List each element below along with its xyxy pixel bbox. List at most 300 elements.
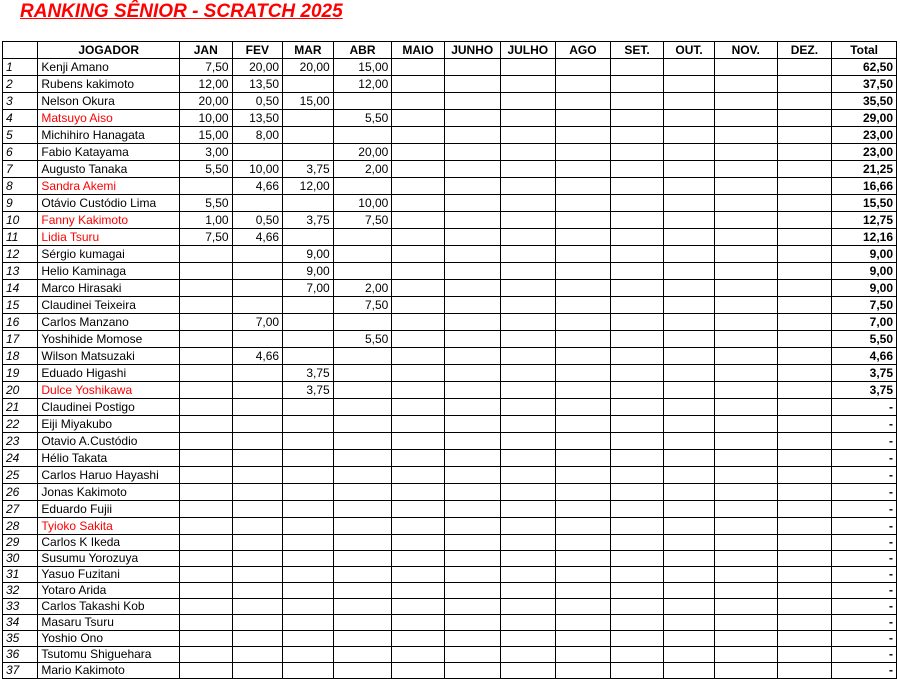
month-score bbox=[392, 433, 445, 450]
month-score bbox=[610, 615, 664, 631]
month-score bbox=[777, 195, 832, 212]
table-row bbox=[3, 229, 897, 246]
table-row bbox=[3, 76, 897, 93]
month-score bbox=[777, 535, 832, 551]
month-score bbox=[556, 212, 611, 229]
month-score bbox=[664, 518, 715, 535]
month-score bbox=[333, 583, 392, 599]
month-score bbox=[444, 583, 500, 599]
table-row bbox=[3, 144, 897, 161]
total-score: - bbox=[832, 647, 897, 663]
player-name: Wilson Matsuzaki bbox=[38, 348, 180, 365]
month-score bbox=[232, 382, 283, 399]
month-score bbox=[283, 567, 334, 583]
rank-number: 2 bbox=[3, 76, 38, 93]
month-score bbox=[444, 93, 500, 110]
month-score bbox=[283, 331, 334, 348]
month-score: 7,50 bbox=[179, 229, 232, 246]
month-score bbox=[556, 280, 611, 297]
table-row bbox=[3, 501, 897, 518]
total-score: 12,75 bbox=[832, 212, 897, 229]
player-name: Eiji Miyakubo bbox=[38, 416, 180, 433]
player-name: Claudinei Postigo bbox=[38, 399, 180, 416]
month-score bbox=[714, 484, 777, 501]
table-row bbox=[3, 331, 897, 348]
month-score bbox=[392, 416, 445, 433]
month-score bbox=[444, 484, 500, 501]
month-score: 20,00 bbox=[232, 59, 283, 76]
month-score bbox=[610, 416, 664, 433]
month-score bbox=[610, 467, 664, 484]
month-score: 3,75 bbox=[283, 382, 334, 399]
header-total: Total bbox=[832, 42, 897, 59]
header-month: OUT. bbox=[664, 42, 715, 59]
month-score bbox=[283, 663, 334, 679]
total-score: - bbox=[832, 467, 897, 484]
month-score bbox=[392, 501, 445, 518]
month-score bbox=[283, 76, 334, 93]
month-score bbox=[444, 76, 500, 93]
month-score bbox=[333, 599, 392, 615]
rank-number: 21 bbox=[3, 399, 38, 416]
month-score bbox=[664, 76, 715, 93]
rank-number: 27 bbox=[3, 501, 38, 518]
month-score bbox=[664, 280, 715, 297]
month-score: 20,00 bbox=[179, 93, 232, 110]
month-score bbox=[232, 416, 283, 433]
month-score bbox=[714, 127, 777, 144]
month-score bbox=[500, 59, 556, 76]
month-score bbox=[664, 331, 715, 348]
rank-number: 6 bbox=[3, 144, 38, 161]
month-score bbox=[500, 280, 556, 297]
month-score bbox=[444, 433, 500, 450]
month-score bbox=[500, 195, 556, 212]
month-score bbox=[777, 484, 832, 501]
month-score bbox=[610, 246, 664, 263]
month-score bbox=[777, 178, 832, 195]
month-score bbox=[444, 647, 500, 663]
month-score bbox=[179, 467, 232, 484]
month-score bbox=[556, 144, 611, 161]
month-score bbox=[610, 76, 664, 93]
month-score bbox=[664, 195, 715, 212]
month-score bbox=[500, 567, 556, 583]
table-row bbox=[3, 663, 897, 679]
month-score bbox=[283, 631, 334, 647]
month-score bbox=[444, 229, 500, 246]
player-name: Helio Kaminaga bbox=[38, 263, 180, 280]
month-score bbox=[610, 450, 664, 467]
header-month: JAN bbox=[179, 42, 232, 59]
month-score: 20,00 bbox=[333, 144, 392, 161]
month-score bbox=[664, 663, 715, 679]
month-score bbox=[556, 76, 611, 93]
month-score bbox=[664, 484, 715, 501]
player-name: Yoshihide Momose bbox=[38, 331, 180, 348]
month-score bbox=[392, 615, 445, 631]
month-score: 15,00 bbox=[283, 93, 334, 110]
month-score bbox=[179, 450, 232, 467]
month-score bbox=[500, 615, 556, 631]
month-score: 5,50 bbox=[179, 161, 232, 178]
month-score bbox=[232, 399, 283, 416]
header-month: MAIO bbox=[392, 42, 445, 59]
month-score: 12,00 bbox=[333, 76, 392, 93]
month-score bbox=[777, 615, 832, 631]
month-score bbox=[392, 484, 445, 501]
total-score: - bbox=[832, 567, 897, 583]
month-score bbox=[500, 416, 556, 433]
month-score: 5,50 bbox=[333, 110, 392, 127]
month-score bbox=[392, 647, 445, 663]
month-score bbox=[283, 615, 334, 631]
month-score bbox=[333, 647, 392, 663]
month-score bbox=[500, 382, 556, 399]
month-score bbox=[283, 297, 334, 314]
rank-number: 34 bbox=[3, 615, 38, 631]
player-name: Hélio Takata bbox=[38, 450, 180, 467]
month-score bbox=[664, 501, 715, 518]
month-score bbox=[556, 599, 611, 615]
player-name: Nelson Okura bbox=[38, 93, 180, 110]
total-score: 21,25 bbox=[832, 161, 897, 178]
table-row bbox=[3, 365, 897, 382]
rank-number: 29 bbox=[3, 535, 38, 551]
rank-number: 36 bbox=[3, 647, 38, 663]
month-score bbox=[232, 663, 283, 679]
month-score bbox=[232, 280, 283, 297]
month-score bbox=[333, 246, 392, 263]
month-score bbox=[444, 382, 500, 399]
rank-number: 37 bbox=[3, 663, 38, 679]
month-score bbox=[444, 297, 500, 314]
month-score bbox=[179, 314, 232, 331]
month-score bbox=[333, 501, 392, 518]
month-score: 4,66 bbox=[232, 229, 283, 246]
table-row bbox=[3, 212, 897, 229]
table-row bbox=[3, 416, 897, 433]
total-score: - bbox=[832, 416, 897, 433]
table-row bbox=[3, 382, 897, 399]
month-score bbox=[283, 535, 334, 551]
month-score bbox=[610, 178, 664, 195]
month-score bbox=[500, 365, 556, 382]
month-score bbox=[283, 467, 334, 484]
month-score bbox=[777, 144, 832, 161]
month-score bbox=[179, 583, 232, 599]
month-score bbox=[556, 59, 611, 76]
month-score bbox=[610, 599, 664, 615]
month-score bbox=[392, 365, 445, 382]
month-score bbox=[777, 161, 832, 178]
month-score bbox=[179, 501, 232, 518]
player-name: Masaru Tsuru bbox=[38, 615, 180, 631]
month-score bbox=[556, 450, 611, 467]
month-score bbox=[392, 229, 445, 246]
total-score: 29,00 bbox=[832, 110, 897, 127]
month-score bbox=[777, 416, 832, 433]
month-score bbox=[664, 583, 715, 599]
month-score bbox=[333, 484, 392, 501]
month-score bbox=[556, 535, 611, 551]
month-score bbox=[777, 365, 832, 382]
table-row bbox=[3, 647, 897, 663]
table-row bbox=[3, 280, 897, 297]
total-score: 4,66 bbox=[832, 348, 897, 365]
month-score bbox=[283, 195, 334, 212]
month-score bbox=[283, 399, 334, 416]
month-score bbox=[500, 263, 556, 280]
month-score bbox=[500, 246, 556, 263]
month-score bbox=[444, 110, 500, 127]
month-score bbox=[392, 195, 445, 212]
month-score: 3,75 bbox=[283, 365, 334, 382]
month-score bbox=[232, 631, 283, 647]
player-name: Rubens kakimoto bbox=[38, 76, 180, 93]
month-score bbox=[714, 416, 777, 433]
total-score: 62,50 bbox=[832, 59, 897, 76]
month-score bbox=[333, 127, 392, 144]
month-score bbox=[610, 314, 664, 331]
month-score bbox=[444, 195, 500, 212]
rank-number: 5 bbox=[3, 127, 38, 144]
table-row bbox=[3, 518, 897, 535]
table-row bbox=[3, 263, 897, 280]
month-score bbox=[444, 599, 500, 615]
month-score bbox=[232, 433, 283, 450]
month-score: 7,50 bbox=[333, 212, 392, 229]
month-score bbox=[714, 551, 777, 567]
player-name: Michihiro Hanagata bbox=[38, 127, 180, 144]
month-score bbox=[333, 663, 392, 679]
month-score bbox=[283, 144, 334, 161]
month-score bbox=[179, 518, 232, 535]
month-score bbox=[610, 263, 664, 280]
month-score bbox=[664, 110, 715, 127]
table-row bbox=[3, 297, 897, 314]
total-score: 9,00 bbox=[832, 246, 897, 263]
month-score bbox=[556, 467, 611, 484]
month-score bbox=[500, 518, 556, 535]
month-score bbox=[232, 450, 283, 467]
month-score bbox=[777, 127, 832, 144]
month-score bbox=[392, 212, 445, 229]
table-row bbox=[3, 348, 897, 365]
player-name: Carlos Haruo Hayashi bbox=[38, 467, 180, 484]
month-score bbox=[777, 450, 832, 467]
month-score: 5,50 bbox=[333, 331, 392, 348]
month-score bbox=[714, 297, 777, 314]
month-score bbox=[556, 399, 611, 416]
month-score bbox=[444, 59, 500, 76]
player-name: Carlos Manzano bbox=[38, 314, 180, 331]
month-score bbox=[179, 551, 232, 567]
rank-number: 12 bbox=[3, 246, 38, 263]
month-score bbox=[610, 280, 664, 297]
month-score bbox=[714, 246, 777, 263]
month-score bbox=[664, 433, 715, 450]
rank-number: 3 bbox=[3, 93, 38, 110]
month-score bbox=[500, 331, 556, 348]
total-score: - bbox=[832, 631, 897, 647]
table-row bbox=[3, 615, 897, 631]
month-score bbox=[444, 127, 500, 144]
month-score bbox=[500, 501, 556, 518]
player-name: Augusto Tanaka bbox=[38, 161, 180, 178]
month-score bbox=[392, 348, 445, 365]
table-row bbox=[3, 631, 897, 647]
month-score bbox=[714, 263, 777, 280]
month-score bbox=[777, 647, 832, 663]
month-score bbox=[500, 212, 556, 229]
table-row bbox=[3, 484, 897, 501]
table-row bbox=[3, 599, 897, 615]
month-score bbox=[610, 551, 664, 567]
month-score bbox=[714, 583, 777, 599]
month-score: 4,66 bbox=[232, 178, 283, 195]
total-score: 5,50 bbox=[832, 331, 897, 348]
month-score bbox=[232, 535, 283, 551]
month-score bbox=[392, 450, 445, 467]
month-score bbox=[500, 484, 556, 501]
month-score bbox=[777, 631, 832, 647]
rank-number: 31 bbox=[3, 567, 38, 583]
month-score bbox=[777, 567, 832, 583]
total-score: 3,75 bbox=[832, 382, 897, 399]
month-score bbox=[664, 399, 715, 416]
month-score bbox=[556, 615, 611, 631]
month-score bbox=[556, 663, 611, 679]
rank-number: 28 bbox=[3, 518, 38, 535]
month-score bbox=[392, 467, 445, 484]
page-title: RANKING SÊNIOR - SCRATCH 2025 bbox=[20, 1, 343, 22]
month-score: 13,50 bbox=[232, 76, 283, 93]
month-score: 4,66 bbox=[232, 348, 283, 365]
month-score bbox=[500, 348, 556, 365]
month-score bbox=[232, 518, 283, 535]
month-score bbox=[556, 647, 611, 663]
month-score bbox=[610, 93, 664, 110]
month-score bbox=[333, 399, 392, 416]
rank-number: 13 bbox=[3, 263, 38, 280]
month-score bbox=[664, 348, 715, 365]
month-score bbox=[444, 416, 500, 433]
month-score bbox=[714, 365, 777, 382]
month-score bbox=[500, 161, 556, 178]
month-score bbox=[664, 647, 715, 663]
month-score bbox=[444, 631, 500, 647]
month-score: 2,00 bbox=[333, 280, 392, 297]
month-score bbox=[714, 144, 777, 161]
month-score bbox=[556, 229, 611, 246]
month-score: 10,00 bbox=[179, 110, 232, 127]
month-score bbox=[232, 144, 283, 161]
table-row bbox=[3, 467, 897, 484]
rank-number: 30 bbox=[3, 551, 38, 567]
month-score bbox=[444, 212, 500, 229]
month-score bbox=[500, 433, 556, 450]
header-month: AGO bbox=[556, 42, 611, 59]
month-score bbox=[777, 501, 832, 518]
month-score bbox=[179, 416, 232, 433]
month-score bbox=[777, 59, 832, 76]
month-score bbox=[500, 467, 556, 484]
month-score bbox=[179, 263, 232, 280]
month-score bbox=[556, 195, 611, 212]
month-score bbox=[714, 663, 777, 679]
month-score bbox=[392, 144, 445, 161]
month-score bbox=[664, 599, 715, 615]
month-score bbox=[610, 127, 664, 144]
month-score bbox=[283, 501, 334, 518]
player-name: Fanny Kakimoto bbox=[38, 212, 180, 229]
month-score bbox=[444, 663, 500, 679]
month-score bbox=[714, 599, 777, 615]
month-score bbox=[500, 599, 556, 615]
month-score bbox=[500, 110, 556, 127]
total-score: - bbox=[832, 599, 897, 615]
month-score bbox=[714, 76, 777, 93]
month-score bbox=[714, 518, 777, 535]
table-row bbox=[3, 127, 897, 144]
player-name: Mario Kakimoto bbox=[38, 663, 180, 679]
month-score bbox=[283, 348, 334, 365]
month-score bbox=[714, 647, 777, 663]
month-score bbox=[777, 246, 832, 263]
month-score bbox=[283, 599, 334, 615]
month-score: 2,00 bbox=[333, 161, 392, 178]
total-score: - bbox=[832, 518, 897, 535]
month-score bbox=[714, 93, 777, 110]
month-score bbox=[556, 518, 611, 535]
month-score: 1,00 bbox=[179, 212, 232, 229]
month-score bbox=[500, 144, 556, 161]
month-score bbox=[610, 631, 664, 647]
month-score bbox=[556, 263, 611, 280]
month-score bbox=[777, 331, 832, 348]
month-score bbox=[777, 518, 832, 535]
month-score bbox=[283, 647, 334, 663]
table-row bbox=[3, 161, 897, 178]
month-score bbox=[500, 297, 556, 314]
header-month: JUNHO bbox=[444, 42, 500, 59]
rank-number: 33 bbox=[3, 599, 38, 615]
month-score bbox=[333, 551, 392, 567]
month-score bbox=[556, 127, 611, 144]
rank-number: 35 bbox=[3, 631, 38, 647]
month-score bbox=[500, 127, 556, 144]
player-name: Carlos K Ikeda bbox=[38, 535, 180, 551]
month-score bbox=[714, 229, 777, 246]
table-row bbox=[3, 59, 897, 76]
header-month: ABR bbox=[333, 42, 392, 59]
month-score bbox=[232, 195, 283, 212]
total-score: 23,00 bbox=[832, 127, 897, 144]
total-score: - bbox=[832, 551, 897, 567]
rank-number: 20 bbox=[3, 382, 38, 399]
month-score bbox=[610, 399, 664, 416]
month-score bbox=[664, 567, 715, 583]
month-score bbox=[283, 551, 334, 567]
rank-number: 7 bbox=[3, 161, 38, 178]
month-score bbox=[714, 631, 777, 647]
total-score: 35,50 bbox=[832, 93, 897, 110]
rank-number: 24 bbox=[3, 450, 38, 467]
month-score: 0,50 bbox=[232, 212, 283, 229]
month-score bbox=[714, 433, 777, 450]
header-month: MAR bbox=[283, 42, 334, 59]
